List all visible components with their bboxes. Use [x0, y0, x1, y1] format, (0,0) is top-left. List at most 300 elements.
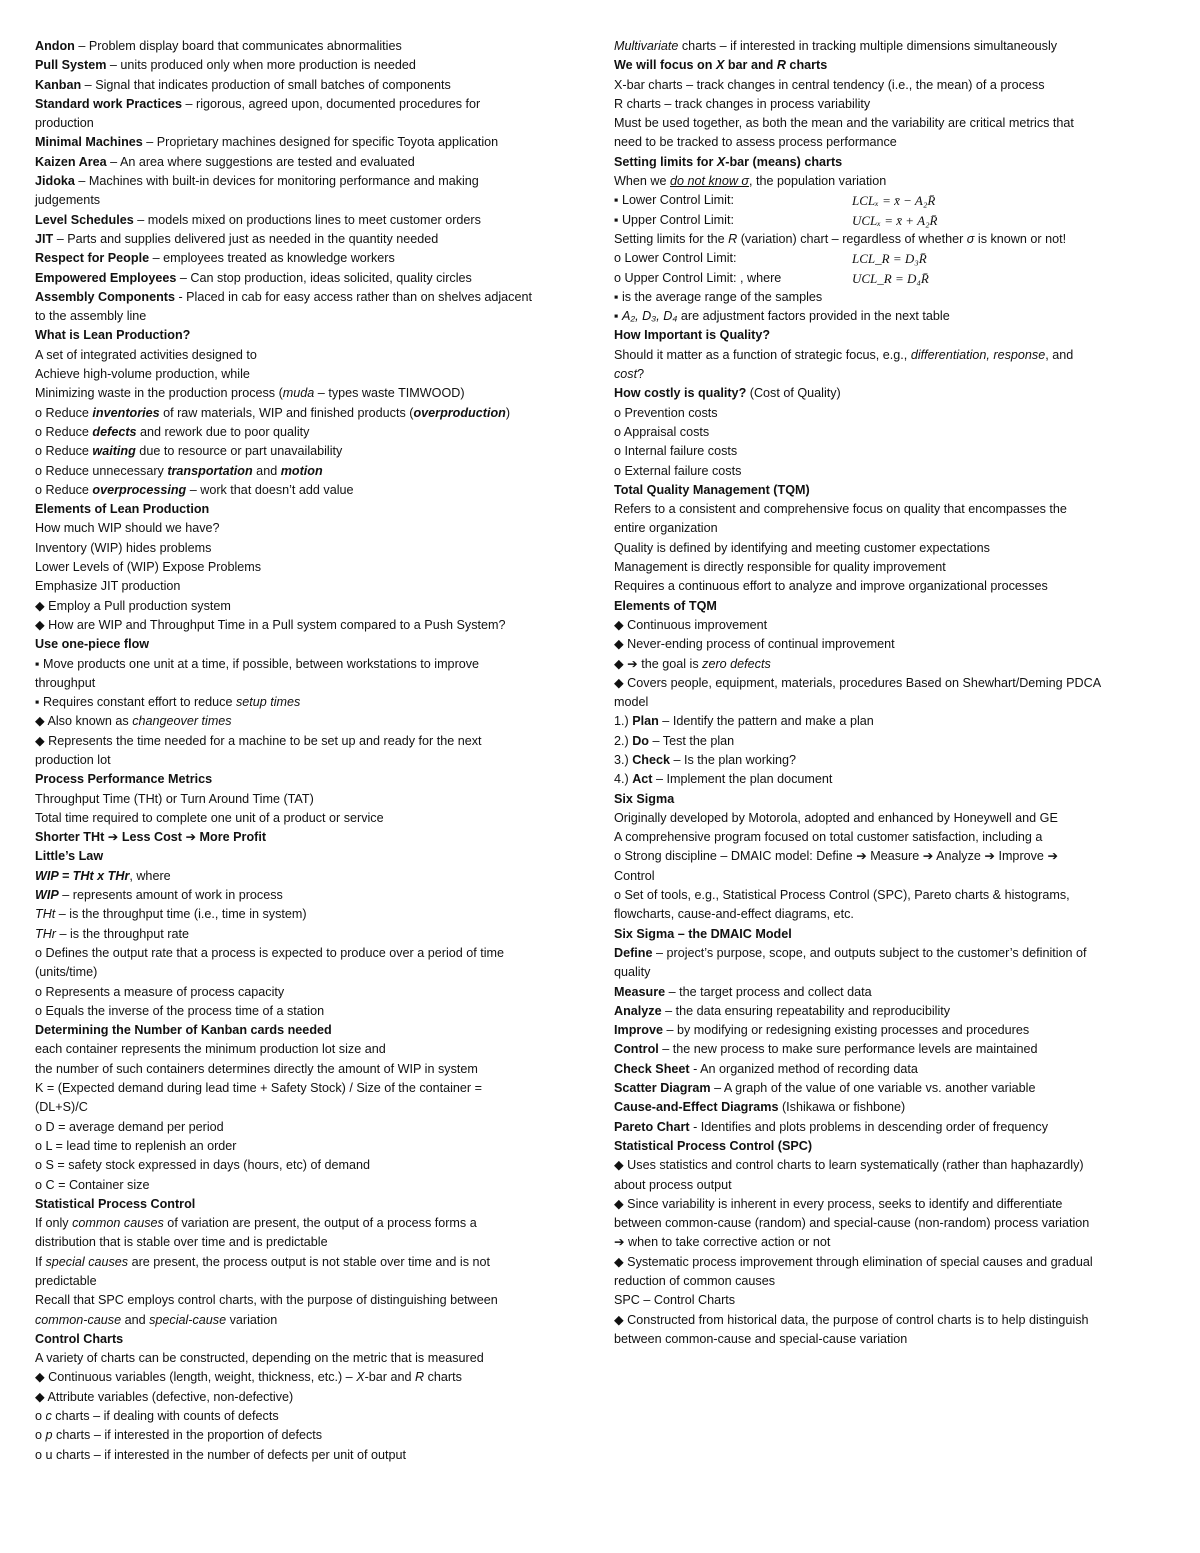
text-run: – is the throughput time (i.e., time in system)	[55, 907, 307, 922]
text-line	[35, 1446, 585, 1465]
text-run: and	[252, 463, 281, 478]
text-line	[614, 577, 1174, 596]
text-run: - An organized method of recording data	[689, 1061, 918, 1076]
text-run: overprocessing	[92, 482, 187, 497]
text-run: ◆ Continuous variables (length, weight, thickness, etc.) –	[35, 1370, 357, 1385]
text-line	[35, 847, 585, 866]
text-run: Determining the Number of Kanban cards needed	[35, 1023, 332, 1038]
text-run: Cause-and-Effect Diagrams	[614, 1100, 779, 1115]
text-run: is known or not!	[974, 231, 1067, 246]
text-run: (DL+S)/C	[35, 1100, 88, 1115]
text-run: ◆ Employ a Pull production system	[35, 598, 231, 613]
text-line	[35, 1291, 585, 1310]
text-line	[35, 983, 585, 1002]
text-line	[35, 1060, 585, 1079]
text-run: )	[505, 405, 511, 420]
text-line	[35, 153, 585, 172]
text-run: Management is directly responsible for quality improvement	[614, 560, 946, 575]
text-line	[614, 269, 1174, 288]
text-run: ▪ Lower Control Limit:	[614, 193, 734, 208]
text-run: – work that doesn’t add value	[186, 482, 354, 497]
text-line	[614, 944, 1174, 963]
text-run: – Can stop production, ideas solicited, quality circles	[176, 270, 472, 285]
text-run: – An area where suggestions are tested and evaluated	[106, 154, 415, 169]
text-line	[614, 674, 1174, 693]
text-run: Setting limits for	[614, 154, 717, 169]
text-line	[614, 983, 1174, 1002]
text-line	[35, 655, 585, 674]
text-run: (variation) chart – regardless of whether	[737, 231, 967, 246]
text-line	[614, 365, 1174, 384]
text-run: σ	[966, 231, 975, 246]
text-line	[35, 1349, 585, 1368]
text-line	[35, 288, 585, 307]
text-run: 4.)	[614, 772, 633, 787]
text-run: o Reduce	[35, 424, 93, 439]
text-run: Improve	[614, 1023, 663, 1038]
text-line	[35, 1407, 585, 1426]
text-run: Six Sigma – the DMAIC Model	[614, 926, 792, 941]
text-run: If only	[35, 1216, 73, 1231]
text-line	[614, 1272, 1174, 1291]
text-line	[35, 790, 585, 809]
text-run: o Reduce unnecessary	[35, 463, 168, 478]
text-line	[35, 1253, 585, 1272]
text-run: – types waste TIMWOOD)	[314, 386, 465, 401]
text-line	[35, 963, 585, 982]
text-line	[614, 905, 1174, 924]
text-line	[35, 326, 585, 345]
text-line	[614, 1195, 1174, 1214]
text-run: Process Performance Metrics	[35, 772, 213, 787]
text-line	[35, 905, 585, 924]
text-line	[35, 751, 585, 770]
text-run: ◆ Constructed from historical data, the purpose of control charts is to help distinguish	[614, 1312, 1089, 1327]
text-line	[35, 1118, 585, 1137]
text-run: overproduction	[413, 405, 506, 420]
text-run: Little’s Law	[35, 849, 104, 864]
text-run: and rework due to poor quality	[136, 424, 310, 439]
ucl-xbar-formula: UCLₓ = x̄ + A₂R̄	[852, 212, 938, 228]
text-run: – A graph of the value of one variable vs. another variable	[710, 1081, 1036, 1096]
text-run: Standard work Practices	[35, 96, 182, 111]
text-line	[614, 1233, 1174, 1252]
lcl-xbar-formula: LCLₓ = x̄ − A₂R̄	[852, 193, 936, 209]
text-run: about process output	[614, 1177, 732, 1192]
text-line	[35, 500, 585, 519]
text-line	[35, 674, 585, 693]
text-run: ➔ when to take corrective action or not	[614, 1235, 831, 1250]
text-run: Inventory (WIP) hides problems	[35, 540, 212, 555]
text-line	[35, 693, 585, 712]
text-run: How costly is quality?	[614, 386, 747, 401]
text-line	[35, 597, 585, 616]
text-line	[614, 1098, 1174, 1117]
text-line	[35, 133, 585, 152]
text-run: o C = Container size	[35, 1177, 150, 1192]
text-line	[35, 1426, 585, 1445]
text-line	[614, 712, 1174, 731]
text-line	[614, 886, 1174, 905]
text-line	[614, 114, 1174, 133]
text-line	[35, 230, 585, 249]
text-line	[614, 790, 1174, 809]
text-run: Analyze	[614, 1003, 662, 1018]
text-line	[614, 693, 1174, 712]
text-run: o Represents a measure of process capacity	[35, 984, 285, 999]
text-run: – employees treated as knowledge workers	[149, 251, 395, 266]
text-run: - Identifies and plots problems in descending order of frequency	[689, 1119, 1049, 1134]
text-line	[614, 770, 1174, 789]
text-run: Check	[632, 752, 671, 767]
text-line	[614, 172, 1174, 191]
text-line	[35, 172, 585, 191]
text-run: of variation are present, the output of a process forms a	[163, 1216, 477, 1231]
text-run: Minimizing waste in the production process (	[35, 386, 283, 401]
text-run: are adjustment factors provided in the next table	[677, 309, 950, 324]
text-run: o Prevention costs	[614, 405, 718, 420]
text-run: X	[716, 154, 726, 169]
text-line	[35, 577, 585, 596]
text-run: (Ishikawa or fishbone)	[778, 1100, 906, 1115]
text-line	[35, 365, 585, 384]
text-run: defects	[92, 424, 137, 439]
text-run: ◆ Covers people, equipment, materials, procedures Based on Shewhart/Deming PDCA	[614, 675, 1102, 690]
text-run: o Strong discipline – DMAIC model: Define ➔ Measure ➔ Analyze ➔ Improve ➔	[614, 849, 1058, 864]
text-line	[614, 847, 1174, 866]
text-line	[614, 925, 1174, 944]
text-run: o Appraisal costs	[614, 424, 710, 439]
text-run: of raw materials, WIP and finished products (	[159, 405, 414, 420]
text-run: bar and	[724, 58, 777, 73]
text-run: Achieve high-volume production, while	[35, 367, 250, 382]
text-line	[614, 442, 1174, 461]
text-line	[614, 76, 1174, 95]
text-run: special-cause	[149, 1312, 227, 1327]
text-line	[614, 809, 1174, 828]
text-line	[35, 1233, 585, 1252]
text-run: THt	[35, 907, 56, 922]
text-run: R	[415, 1370, 425, 1385]
text-line	[35, 404, 585, 423]
text-line	[35, 1195, 585, 1214]
text-run: motion	[280, 463, 323, 478]
text-run: – units produced only when more production is needed	[106, 58, 416, 73]
text-line	[35, 925, 585, 944]
text-run: 3.)	[614, 752, 633, 767]
text-run: the number of such containers determines directly the amount of WIP in system	[35, 1061, 478, 1076]
text-run: – represents amount of work in process	[58, 888, 283, 903]
text-run: charts – if interested in the proportion of defects	[52, 1428, 323, 1443]
text-run: p	[45, 1428, 53, 1443]
text-run: o	[35, 1428, 46, 1443]
text-line	[35, 712, 585, 731]
text-run: o Set of tools, e.g., Statistical Process Control (SPC), Pareto charts & histograms,	[614, 888, 1070, 903]
text-run: SPC – Control Charts	[614, 1293, 736, 1308]
text-line	[35, 1176, 585, 1195]
text-run: When we	[614, 174, 670, 189]
text-line	[35, 809, 585, 828]
text-run: K = (Expected demand during lead time + Safety Stock) / Size of the container =	[35, 1081, 482, 1096]
text-run: Control	[614, 1042, 659, 1057]
text-line	[35, 558, 585, 577]
text-line	[614, 1040, 1174, 1059]
text-run: o u charts – if interested in the number of defects per unit of output	[35, 1447, 407, 1462]
text-run: Act	[632, 772, 653, 787]
text-run: Elements of TQM	[614, 598, 717, 613]
text-run: , and	[1045, 347, 1074, 362]
text-run: charts	[785, 58, 828, 73]
text-run: Total Quality Management (TQM)	[614, 482, 810, 497]
text-run: Six Sigma	[614, 791, 675, 806]
text-line	[35, 462, 585, 481]
text-run: o Reduce	[35, 444, 93, 459]
text-run: predictable	[35, 1274, 97, 1288]
text-run: Level Schedules	[35, 212, 134, 227]
text-run: changeover times	[132, 714, 232, 729]
text-run: WIP	[35, 888, 59, 903]
text-line	[35, 1368, 585, 1387]
text-line	[614, 1021, 1174, 1040]
text-run: Plan	[632, 714, 659, 729]
text-line	[614, 288, 1174, 307]
text-line	[614, 1060, 1174, 1079]
text-run: need to be tracked to assess process performance	[614, 135, 897, 150]
text-line	[35, 1137, 585, 1156]
text-run: Multivariate	[614, 39, 679, 53]
right-column	[614, 37, 1174, 1349]
text-run: Statistical Process Control (SPC)	[614, 1138, 813, 1153]
text-line	[35, 635, 585, 654]
text-run: to the assembly line	[35, 309, 147, 324]
text-line	[35, 867, 585, 886]
text-run: – Identify the pattern and make a plan	[658, 714, 874, 729]
text-run: variation	[226, 1312, 278, 1327]
text-run: 2.)	[614, 733, 633, 748]
text-line	[614, 1253, 1174, 1272]
text-run: – models mixed on productions lines to meet customer orders	[133, 212, 481, 227]
text-line	[35, 249, 585, 268]
text-run: - Placed in cab for easy access rather than on shelves adjacent	[174, 289, 532, 304]
text-run: due to resource or part unavailability	[135, 444, 343, 459]
text-run: charts	[424, 1370, 462, 1385]
text-run: Check Sheet	[614, 1061, 690, 1076]
text-line	[614, 500, 1174, 519]
text-run: common causes	[72, 1216, 164, 1231]
text-line	[614, 1118, 1174, 1137]
text-run: – Proprietary machines designed for specific Toyota application	[142, 135, 499, 150]
text-run: charts – if interested in tracking multiple dimensions simultaneously	[678, 39, 1058, 53]
text-run: Requires a continuous effort to analyze and improve organizational processes	[614, 579, 1048, 594]
text-line	[614, 462, 1174, 481]
text-run: ◆ Also known as	[35, 714, 133, 729]
text-line	[614, 655, 1174, 674]
text-run: R	[776, 58, 786, 73]
text-run: Kanban	[35, 77, 82, 92]
text-line	[614, 558, 1174, 577]
text-run: – the data ensuring repeatability and reproducibility	[661, 1003, 951, 1018]
text-line	[614, 597, 1174, 616]
text-line	[35, 1040, 585, 1059]
text-run: ◆ Uses statistics and control charts to learn systematically (rather than haphazardly)	[614, 1158, 1084, 1173]
text-run: ?	[637, 367, 645, 382]
text-line	[614, 423, 1174, 442]
text-run: – Problem display board that communicates abnormalities	[74, 39, 402, 53]
text-run: waiting	[92, 444, 136, 459]
text-line	[614, 37, 1174, 56]
text-run: – Test the plan	[649, 733, 735, 748]
text-line	[35, 211, 585, 230]
text-line	[35, 1021, 585, 1040]
text-line	[614, 828, 1174, 847]
text-line	[35, 423, 585, 442]
text-line	[614, 230, 1174, 249]
text-run: o External failure costs	[614, 463, 742, 478]
text-line	[35, 1311, 585, 1330]
text-line	[35, 384, 585, 403]
text-line	[614, 481, 1174, 500]
text-run: -bar and	[364, 1370, 416, 1385]
text-line	[614, 1311, 1174, 1330]
text-run: 1.)	[614, 714, 633, 729]
text-run: Elements of Lean Production	[35, 502, 210, 517]
text-line	[35, 76, 585, 95]
text-run: Refers to a consistent and comprehensive focus on quality that encompasses the	[614, 502, 1067, 517]
text-run: Recall that SPC employs control charts, with the purpose of distinguishing between	[35, 1293, 498, 1308]
text-run: X	[715, 58, 725, 73]
text-run: – by modifying or redesigning existing processes and procedures	[663, 1023, 1030, 1038]
text-run: Minimal Machines	[35, 135, 143, 150]
text-run: flowcharts, cause-and-effect diagrams, etc.	[614, 907, 854, 922]
text-run: o Upper Control Limit: , where	[614, 270, 782, 285]
text-line	[35, 616, 585, 635]
text-line	[614, 751, 1174, 770]
text-run: o Equals the inverse of the process time of a station	[35, 1003, 325, 1018]
text-line	[614, 1137, 1174, 1156]
text-run: quality	[614, 965, 651, 980]
text-run: o Lower Control Limit:	[614, 251, 737, 266]
text-run: Quality is defined by identifying and meeting customer expectations	[614, 540, 990, 555]
text-line	[35, 269, 585, 288]
text-run: special causes	[45, 1254, 129, 1269]
text-run: between common-cause (random) and special-cause (non-random) process variation	[614, 1216, 1090, 1231]
text-run: A variety of charts can be constructed, depending on the metric that is measured	[35, 1351, 484, 1366]
ucl-r-formula: UCL_R = D₄R̄	[852, 270, 929, 286]
text-run: R	[728, 231, 738, 246]
lcl-r-formula: LCL_R = D₃R̄	[852, 251, 927, 267]
text-run: inventories	[92, 405, 160, 420]
text-line	[614, 1330, 1174, 1349]
text-run: production	[35, 116, 94, 131]
text-line	[614, 1214, 1174, 1233]
text-run: (units/time)	[35, 965, 98, 980]
text-run: o Defines the output rate that a process is expected to produce over a period of time	[35, 945, 505, 960]
text-run: THr	[35, 926, 56, 941]
text-line	[35, 95, 585, 114]
text-line	[614, 153, 1174, 172]
text-run: do not know σ	[670, 174, 750, 189]
text-run: o L = lead time to replenish an order	[35, 1138, 237, 1153]
text-run: model	[614, 695, 649, 710]
text-line	[614, 384, 1174, 403]
text-run: each container represents the minimum production lot size and	[35, 1042, 386, 1057]
text-run: Jidoka	[35, 174, 75, 189]
text-line	[35, 519, 585, 538]
text-run: between common-cause and special-cause variation	[614, 1331, 908, 1346]
text-line	[614, 635, 1174, 654]
text-line	[35, 1002, 585, 1021]
text-run: production lot	[35, 752, 111, 767]
text-run: How much WIP should we have?	[35, 521, 220, 536]
text-run: reduction of common causes	[614, 1274, 776, 1288]
text-run: Emphasize JIT production	[35, 579, 181, 594]
text-run: Kaizen Area	[35, 154, 107, 169]
text-run: transportation	[167, 463, 253, 478]
text-run: – Signal that indicates production of small batches of components	[81, 77, 451, 92]
text-run: Respect for People	[35, 251, 150, 266]
text-run: Assembly Components	[35, 289, 175, 304]
text-run: Control	[614, 868, 655, 883]
text-line	[35, 191, 585, 210]
text-run: and	[121, 1312, 150, 1327]
text-run: ▪ Requires constant effort to reduce	[35, 695, 236, 710]
text-run: Statistical Process Control	[35, 1196, 196, 1211]
text-run: o Reduce	[35, 482, 93, 497]
text-run: What is Lean Production?	[35, 328, 191, 343]
text-line	[35, 56, 585, 75]
text-line	[614, 404, 1174, 423]
text-run: muda	[282, 386, 315, 401]
text-run: – Is the plan working?	[670, 752, 797, 767]
text-run: Andon	[35, 39, 75, 53]
text-line	[35, 1330, 585, 1349]
text-run: Pareto Chart	[614, 1119, 690, 1134]
text-run: ◆ Attribute variables (defective, non-defective)	[35, 1389, 294, 1404]
text-run: A set of integrated activities designed to	[35, 347, 257, 362]
text-line	[614, 867, 1174, 886]
text-run: Scatter Diagram	[614, 1081, 711, 1096]
text-run: – the target process and collect data	[665, 984, 872, 999]
text-run: zero defects	[702, 656, 771, 671]
text-run: , the population variation	[749, 174, 887, 189]
text-run: ▪ is the average range of the samples	[614, 289, 823, 304]
text-run: entire organization	[614, 521, 718, 536]
text-line	[35, 307, 585, 326]
text-run: (Cost of Quality)	[746, 386, 841, 401]
text-run: charts – if dealing with counts of defects	[51, 1409, 279, 1424]
text-line	[614, 1176, 1174, 1195]
text-line	[614, 211, 1174, 230]
text-run: ◆ Represents the time needed for a machine to be set up and ready for the next	[35, 733, 482, 748]
left-column	[35, 37, 585, 1465]
text-run: Do	[632, 733, 649, 748]
text-run: R charts – track changes in process variability	[614, 96, 871, 111]
text-run: – Implement the plan document	[652, 772, 833, 787]
text-run: Setting limits for the	[614, 231, 729, 246]
text-line	[35, 1388, 585, 1407]
text-line	[614, 616, 1174, 635]
text-run: ▪ Upper Control Limit:	[614, 212, 734, 227]
text-run: Shorter THt ➔ Less Cost ➔ More Profit	[35, 830, 267, 845]
text-line	[35, 886, 585, 905]
text-line	[614, 249, 1174, 268]
text-run: Measure	[614, 984, 666, 999]
text-run: , where	[129, 868, 171, 883]
text-run: throughput	[35, 675, 96, 690]
text-line	[35, 1214, 585, 1233]
text-run: common-cause	[35, 1312, 122, 1327]
text-run: setup times	[235, 695, 301, 710]
